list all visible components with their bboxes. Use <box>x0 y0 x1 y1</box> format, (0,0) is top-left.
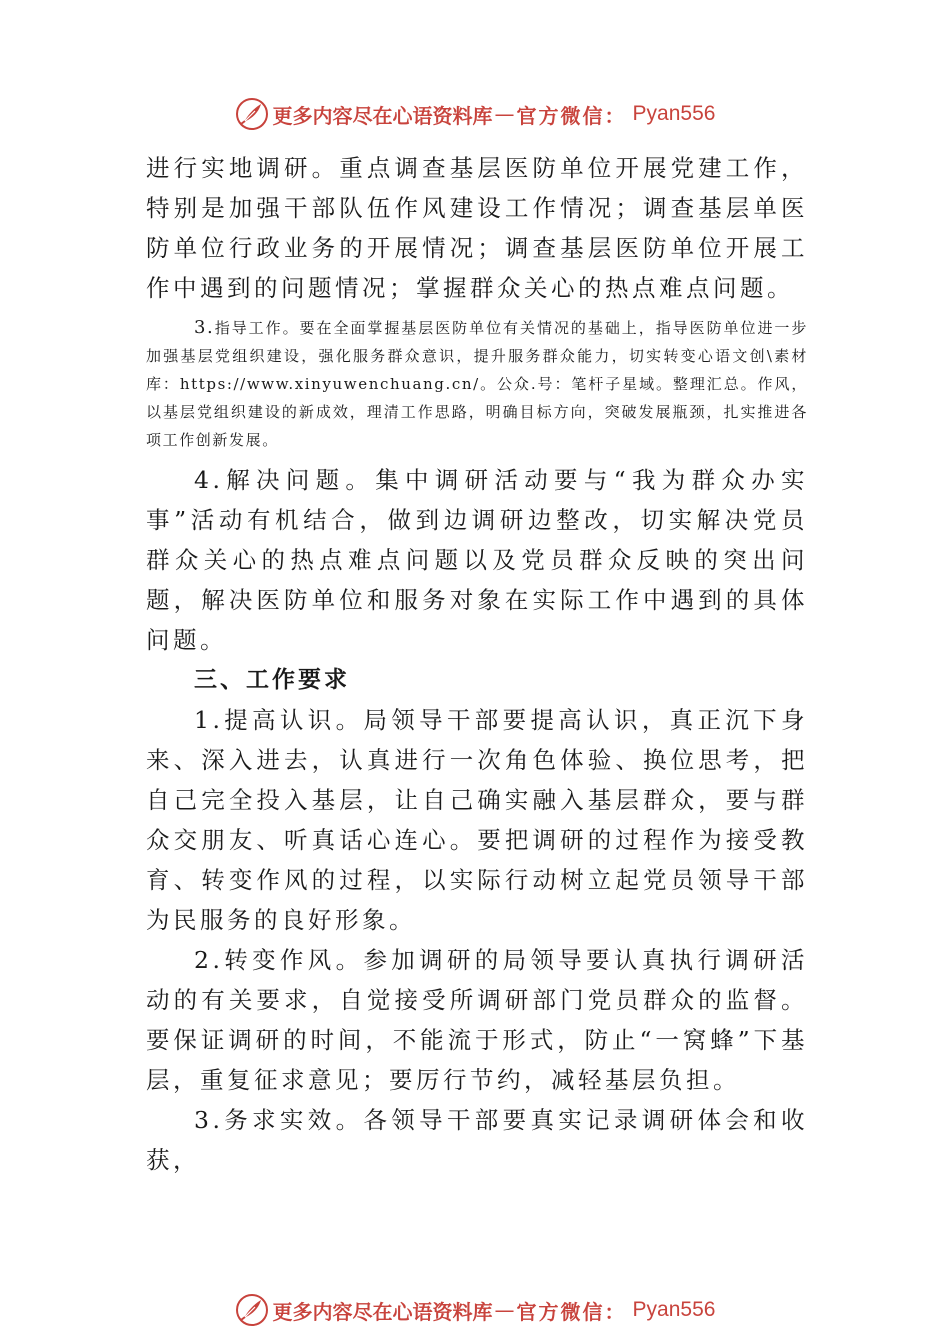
banner-wechat-id: Pyan556 <box>632 102 716 125</box>
banner-wechat-label: 官方微信： <box>516 103 627 128</box>
banner-wechat-label: 官方微信： <box>516 1299 627 1324</box>
feather-pen-logo-icon <box>235 97 269 131</box>
banner-slogan: 更多内容尽在心语资料库 <box>272 103 493 128</box>
header-banner <box>0 96 950 132</box>
section-heading: 三、工作要求 <box>194 667 350 693</box>
banner-slogan: 更多内容尽在心语资料库 <box>272 1299 493 1324</box>
paragraph-research-content: 进行实地调研。重点调查基层医防单位开展党建工作，特别是加强干部队伍作风建设工作情况；调查基层单医防单位行政业务的开展情况；调查基层医防单位开展工作中遇到的问题情况；掌握群众关心的热点难点问题。 <box>146 154 808 302</box>
paragraph-raise-awareness: 1.提高认识。局领导干部要提高认识，真正沉下身来、深入进去，认真进行一次角色体验、换位思考，把自己完全投入基层，让自己确实融入基层群众，要与群众交朋友、听真话心连心。要把调研的过程作为接受教育、转变作风的过程，以实际行动树立起党员领导干部为民服务的良好形象。 <box>146 706 808 934</box>
banner-dash: — <box>494 102 515 126</box>
banner-wechat-id: Pyan556 <box>632 1298 716 1321</box>
paragraph-guidance <box>146 314 808 454</box>
paragraph-change-style: 2.转变作风。参加调研的局领导要认真执行调研活动的有关要求，自觉接受所调研部门党员群众的监督。要保证调研的时间，不能流于形式，防止“一窝蜂”下基层，重复征求意见；要厉行节约，减轻基层负担。 <box>146 946 808 1094</box>
body-text <box>146 148 808 1180</box>
paragraph-solve-problems: 4.解决问题。集中调研活动要与“我为群众办实事”活动有机结合，做到边调研边整改，切实解决党员群众关心的热点难点问题以及党员群众反映的突出问题，解决医防单位和服务对象在实际工作中遇到的具体问题。 <box>146 466 808 654</box>
banner-dash: — <box>494 1298 515 1322</box>
paragraph-guidance-number: 3. <box>194 317 215 338</box>
paragraph-guidance-text: 指导工作。要在全面掌握基层医防单位有关情况的基础上，指导医防单位进一步加强基层党组织建设，强化服务群众意识，提升服务群众能力，切实转变心语文创\素材库：https://www.xinyuwenchuang.cn/。公众.号：笔杆子星域。整理汇总。作风，以基层党组织建设的新成效，理清工作思路，明确目标方向，突破发展瓶颈，扎实推进各项工作创新发展。 <box>146 319 808 449</box>
feather-pen-logo-icon <box>235 1293 269 1327</box>
paragraph-seek-results: 3.务求实效。各领导干部要真实记录调研体会和收获， <box>146 1106 808 1174</box>
footer-banner <box>0 1292 950 1328</box>
